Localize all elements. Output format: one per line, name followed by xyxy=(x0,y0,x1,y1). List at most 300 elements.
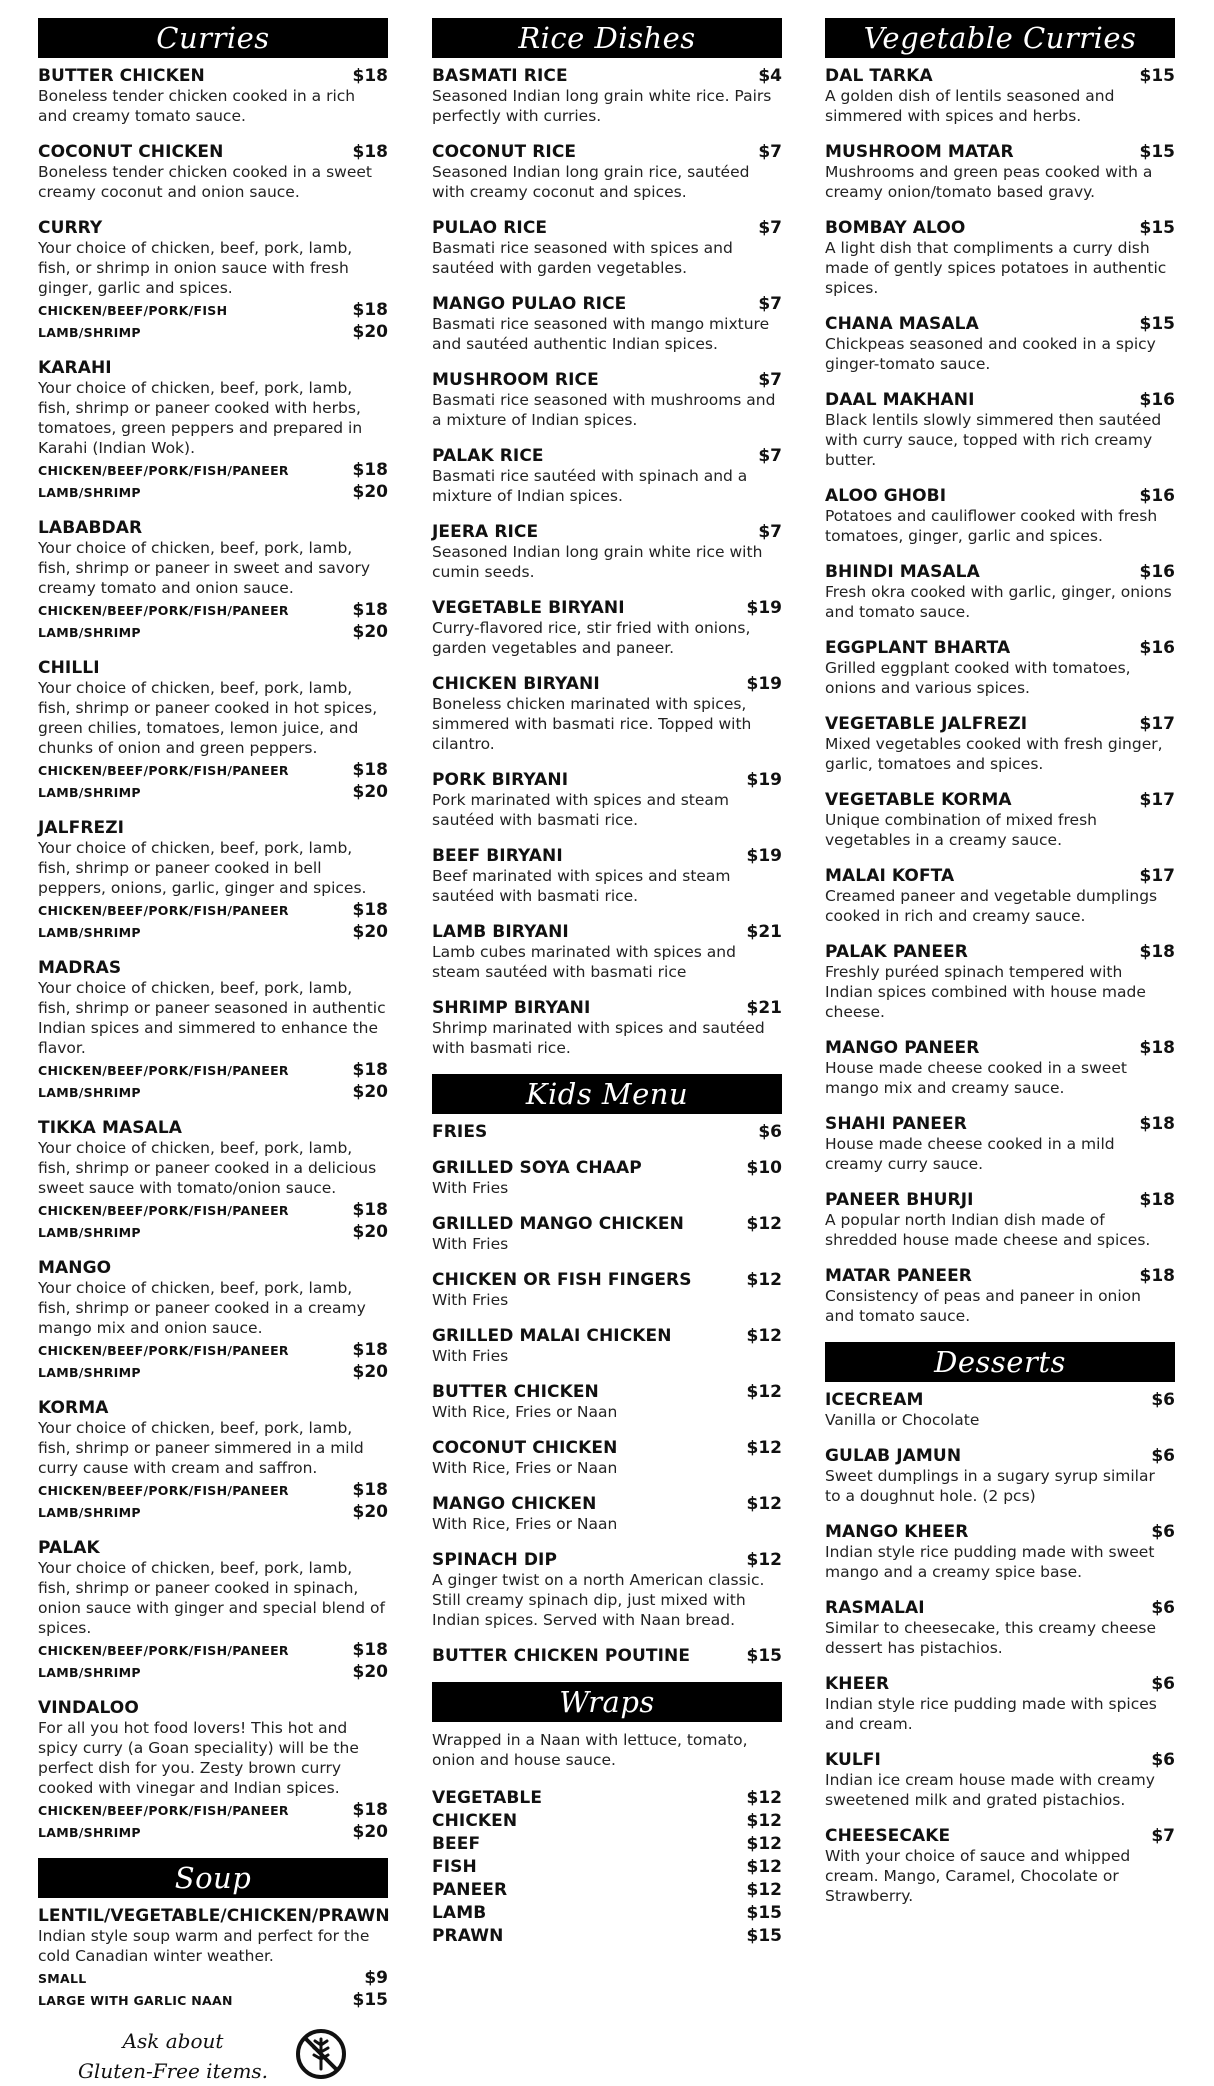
menu-item-header xyxy=(38,1698,388,1718)
menu-item-header xyxy=(432,846,782,866)
menu-item xyxy=(825,1522,1175,1582)
menu-item-header xyxy=(825,790,1175,810)
item-option xyxy=(38,900,388,920)
section-soup xyxy=(38,1858,388,2010)
item-name: PRAWN xyxy=(432,1926,504,1946)
item-name: BHINDI MASALA xyxy=(825,562,980,582)
item-description: Your choice of chicken, beef, pork, lamb, fish, shrimp or paneer in sweet and savory creamy tomato and onion sauce. xyxy=(38,539,371,597)
item-description: Your choice of chicken, beef, pork, lamb, fish, shrimp or paneer seasoned in authentic Indian spices and simmered to enhance the flavor. xyxy=(38,979,386,1057)
menu-item xyxy=(38,1698,388,1842)
item-price: $16 xyxy=(1139,486,1175,506)
menu-item-header xyxy=(432,522,782,542)
menu-item-header xyxy=(432,1270,782,1290)
item-name: BASMATI RICE xyxy=(432,66,568,86)
option-price: $20 xyxy=(352,1222,388,1242)
wrap-item xyxy=(432,1834,782,1854)
item-option xyxy=(38,1480,388,1500)
item-option xyxy=(38,1968,388,1988)
item-description: With Fries xyxy=(432,1347,509,1365)
menu-item xyxy=(432,218,782,278)
option-price: $20 xyxy=(352,1082,388,1102)
item-name: SHRIMP BIRYANI xyxy=(432,998,591,1018)
menu-item-header xyxy=(825,562,1175,582)
option-label: CHICKEN/BEEF/PORK/FISH xyxy=(38,303,228,318)
menu-item-header xyxy=(825,942,1175,962)
item-description: A ginger twist on a north American classic. Still creamy spinach dip, just mixed with Indian spices. Served with Naan bread. xyxy=(432,1571,765,1629)
item-name: VEGETABLE BIRYANI xyxy=(432,598,625,618)
menu-item xyxy=(432,1646,782,1666)
menu-item xyxy=(825,1674,1175,1734)
item-price: $4 xyxy=(758,66,782,86)
menu-item xyxy=(825,1390,1175,1430)
item-price: $16 xyxy=(1139,638,1175,658)
item-price: $19 xyxy=(746,674,782,694)
menu-item-header xyxy=(432,1646,782,1666)
option-price: $20 xyxy=(352,482,388,502)
item-description: Mixed vegetables cooked with fresh ginger, garlic, tomatoes and spices. xyxy=(825,735,1163,773)
wrap-item xyxy=(432,1857,782,1877)
menu-item xyxy=(432,1438,782,1478)
menu-item-header xyxy=(38,358,388,378)
item-description: Creamed paneer and vegetable dumplings cooked in rich and creamy sauce. xyxy=(825,887,1158,925)
section-curries xyxy=(38,18,388,1842)
item-price: $18 xyxy=(352,142,388,162)
item-name: MANGO KHEER xyxy=(825,1522,969,1542)
option-label: LAMB/SHRIMP xyxy=(38,1225,141,1240)
item-price: $19 xyxy=(746,770,782,790)
item-option xyxy=(38,322,388,342)
item-name: FRIES xyxy=(432,1122,488,1142)
option-price: $18 xyxy=(352,1480,388,1500)
item-name: CHICKEN BIRYANI xyxy=(432,674,600,694)
item-description: Indian ice cream house made with creamy sweetened milk and grated pistachios. xyxy=(825,1771,1155,1809)
menu-item xyxy=(825,714,1175,774)
option-label: LAMB/SHRIMP xyxy=(38,1365,141,1380)
menu-item xyxy=(825,486,1175,546)
option-label: SMALL xyxy=(38,1971,87,1986)
item-description: Seasoned Indian long grain rice, sautéed with creamy coconut and spices. xyxy=(432,163,750,201)
item-name: GRILLED MANGO CHICKEN xyxy=(432,1214,684,1234)
item-description: Chickpeas seasoned and cooked in a spicy ginger-tomato sauce. xyxy=(825,335,1156,373)
menu-item xyxy=(825,1190,1175,1250)
option-price: $18 xyxy=(352,900,388,920)
item-name: MADRAS xyxy=(38,958,122,978)
item-description: For all you hot food lovers! This hot and spicy curry (a Goan speciality) will be the perfect dish for you. Zesty brown curry cooked with vinegar and Indian spices. xyxy=(38,1719,359,1797)
item-name: VEGETABLE KORMA xyxy=(825,790,1012,810)
item-name: KHEER xyxy=(825,1674,890,1694)
option-price: $20 xyxy=(352,1362,388,1382)
item-name: BUTTER CHICKEN xyxy=(38,66,205,86)
item-price: $6 xyxy=(1151,1446,1175,1466)
section-items xyxy=(432,1122,782,1666)
item-name: PALAK PANEER xyxy=(825,942,968,962)
option-price: $18 xyxy=(352,600,388,620)
item-description: With Rice, Fries or Naan xyxy=(432,1459,618,1477)
item-price: $12 xyxy=(746,1382,782,1402)
menu-item xyxy=(432,522,782,582)
menu-item-header xyxy=(432,922,782,942)
menu-item xyxy=(825,942,1175,1022)
section-items xyxy=(432,1730,782,1946)
menu-item-header xyxy=(825,1038,1175,1058)
item-description: Sweet dumplings in a sugary syrup similar to a doughnut hole. (2 pcs) xyxy=(825,1467,1155,1505)
option-price: $18 xyxy=(352,1060,388,1080)
menu-item xyxy=(825,66,1175,126)
menu-item-header xyxy=(38,66,388,86)
item-description: Seasoned Indian long grain white rice. Pairs perfectly with curries. xyxy=(432,87,772,125)
section-header-desserts: Desserts xyxy=(825,1342,1175,1382)
menu-item xyxy=(38,518,388,642)
item-description: Similar to cheesecake, this creamy cheese dessert has pistachios. xyxy=(825,1619,1157,1657)
item-description: House made cheese cooked in a sweet mango mix and creamy sauce. xyxy=(825,1059,1127,1097)
item-description: Vanilla or Chocolate xyxy=(825,1411,980,1429)
item-description: Your choice of chicken, beef, pork, lamb, fish, or shrimp in onion sauce with fresh ginger, garlic and spices. xyxy=(38,239,353,297)
section-wraps xyxy=(432,1682,782,1946)
menu-item xyxy=(432,1382,782,1422)
item-option xyxy=(38,1662,388,1682)
item-option xyxy=(38,922,388,942)
option-label: LAMB/SHRIMP xyxy=(38,785,141,800)
item-option xyxy=(38,1502,388,1522)
item-description: Your choice of chicken, beef, pork, lamb, fish, shrimp or paneer simmered in a mild curry cause with cream and saffron. xyxy=(38,1419,364,1477)
item-name: SHAHI PANEER xyxy=(825,1114,967,1134)
menu-item-header xyxy=(38,1118,388,1138)
menu-item xyxy=(432,1494,782,1534)
wrap-item xyxy=(432,1880,782,1900)
item-name: LABABDAR xyxy=(38,518,143,538)
item-description: Your choice of chicken, beef, pork, lamb, fish, shrimp or paneer cooked in spinach, onion sauce with ginger and special blend of spices. xyxy=(38,1559,385,1637)
menu-item-header xyxy=(432,1382,782,1402)
item-name: DAL TARKA xyxy=(825,66,933,86)
item-description: Freshly puréed spinach tempered with Indian spices combined with house made cheese. xyxy=(825,963,1146,1021)
menu-item-header xyxy=(38,218,388,238)
item-price: $17 xyxy=(1139,866,1175,886)
item-option xyxy=(38,482,388,502)
item-name: CHICKEN xyxy=(432,1811,518,1831)
menu-item-header xyxy=(38,1398,388,1418)
menu-item-header xyxy=(38,1906,388,1926)
item-description: Boneless tender chicken cooked in a sweet creamy coconut and onion sauce. xyxy=(38,163,372,201)
option-label: LAMB/SHRIMP xyxy=(38,925,141,940)
section-items xyxy=(825,66,1175,1326)
item-price: $16 xyxy=(1139,562,1175,582)
item-price: $18 xyxy=(1139,1114,1175,1134)
menu-item-header xyxy=(432,998,782,1018)
item-price: $15 xyxy=(746,1926,782,1946)
item-price: $19 xyxy=(746,598,782,618)
item-name: BOMBAY ALOO xyxy=(825,218,966,238)
section-header-kids-menu: Kids Menu xyxy=(432,1074,782,1114)
item-price: $15 xyxy=(1139,66,1175,86)
item-option xyxy=(38,1640,388,1660)
section-items xyxy=(825,1390,1175,1906)
menu-item xyxy=(825,1038,1175,1098)
menu-item xyxy=(432,674,782,754)
item-name: CHILLI xyxy=(38,658,100,678)
item-option xyxy=(38,1340,388,1360)
item-description: Basmati rice seasoned with spices and sautéed with garden vegetables. xyxy=(432,239,733,277)
menu-item-header xyxy=(825,866,1175,886)
menu-item-header xyxy=(432,1122,782,1142)
option-label: CHICKEN/BEEF/PORK/FISH/PANEER xyxy=(38,603,289,618)
menu-item xyxy=(825,866,1175,926)
item-name: MUSHROOM RICE xyxy=(432,370,599,390)
item-name: CHEESECAKE xyxy=(825,1826,951,1846)
item-name: CHICKEN OR FISH FINGERS xyxy=(432,1270,692,1290)
item-description: Mushrooms and green peas cooked with a creamy onion/tomato based gravy. xyxy=(825,163,1153,201)
item-description: Your choice of chicken, beef, pork, lamb, fish, shrimp or paneer cooked in a creamy mango mix and onion sauce. xyxy=(38,1279,366,1337)
item-option xyxy=(38,760,388,780)
item-option xyxy=(38,1800,388,1820)
menu-item xyxy=(432,922,782,982)
item-name: PALAK xyxy=(38,1538,100,1558)
menu-item xyxy=(432,446,782,506)
section-kids-menu xyxy=(432,1074,782,1666)
item-price: $17 xyxy=(1139,714,1175,734)
item-name: VINDALOO xyxy=(38,1698,139,1718)
item-price: $7 xyxy=(758,446,782,466)
option-price: $15 xyxy=(352,1990,388,2010)
menu-item xyxy=(825,1446,1175,1506)
item-name: SPINACH DIP xyxy=(432,1550,558,1570)
item-price: $7 xyxy=(758,294,782,314)
menu-item xyxy=(432,598,782,658)
item-name: PALAK RICE xyxy=(432,446,544,466)
item-price: $18 xyxy=(1139,1190,1175,1210)
item-name: CHANA MASALA xyxy=(825,314,979,334)
menu-item-header xyxy=(38,658,388,678)
no-wheat-icon xyxy=(294,2027,348,2085)
item-description: Unique combination of mixed fresh vegetables in a creamy sauce. xyxy=(825,811,1097,849)
item-description: Fresh okra cooked with garlic, ginger, onions and tomato sauce. xyxy=(825,583,1172,621)
item-name: PANEER xyxy=(432,1880,508,1900)
section-items xyxy=(38,66,388,1842)
menu-item xyxy=(825,314,1175,374)
option-label: LAMB/SHRIMP xyxy=(38,485,141,500)
item-description: Basmati rice seasoned with mushrooms and a mixture of Indian spices. xyxy=(432,391,776,429)
menu-item xyxy=(432,1122,782,1142)
item-description: Pork marinated with spices and steam sautéed with basmati rice. xyxy=(432,791,729,829)
item-price: $10 xyxy=(746,1158,782,1178)
section-header-soup: Soup xyxy=(38,1858,388,1898)
option-price: $20 xyxy=(352,1822,388,1842)
menu-item-header xyxy=(432,1214,782,1234)
menu-item xyxy=(432,1550,782,1630)
menu-item xyxy=(825,390,1175,470)
item-option xyxy=(38,622,388,642)
item-description: With Rice, Fries or Naan xyxy=(432,1515,618,1533)
item-option xyxy=(38,600,388,620)
option-price: $18 xyxy=(352,760,388,780)
item-name: ICECREAM xyxy=(825,1390,924,1410)
item-name: KULFI xyxy=(825,1750,881,1770)
menu-item xyxy=(38,818,388,942)
option-price: $18 xyxy=(352,460,388,480)
section-header-vegetable-curries: Vegetable Curries xyxy=(825,18,1175,58)
item-price: $12 xyxy=(746,1214,782,1234)
item-name: BUTTER CHICKEN POUTINE xyxy=(432,1646,691,1666)
menu-column-1 xyxy=(38,18,388,2086)
menu-item xyxy=(432,370,782,430)
menu-item xyxy=(38,218,388,342)
item-name: MUSHROOM MATAR xyxy=(825,142,1014,162)
item-option xyxy=(38,1362,388,1382)
menu-item-header xyxy=(825,1390,1175,1410)
menu-item xyxy=(38,358,388,502)
menu-item xyxy=(38,1538,388,1682)
item-name: GRILLED SOYA CHAAP xyxy=(432,1158,642,1178)
option-price: $20 xyxy=(352,782,388,802)
section-items xyxy=(432,66,782,1058)
item-price: $12 xyxy=(746,1880,782,1900)
menu-item xyxy=(38,1258,388,1382)
item-name: TIKKA MASALA xyxy=(38,1118,183,1138)
item-description: Grilled eggplant cooked with tomatoes, onions and various spices. xyxy=(825,659,1131,697)
menu-item-header xyxy=(825,1750,1175,1770)
menu-item xyxy=(825,218,1175,298)
menu-item xyxy=(38,66,388,126)
menu-item-header xyxy=(825,714,1175,734)
menu-item-header xyxy=(825,486,1175,506)
item-price: $19 xyxy=(746,846,782,866)
menu-item xyxy=(432,294,782,354)
item-price: $16 xyxy=(1139,390,1175,410)
item-option xyxy=(38,1822,388,1842)
item-price: $15 xyxy=(1139,314,1175,334)
menu-item-header xyxy=(432,1326,782,1346)
item-name: MANGO PANEER xyxy=(825,1038,980,1058)
menu-item xyxy=(432,1214,782,1254)
menu-item-header xyxy=(825,1190,1175,1210)
item-name: LENTIL/VEGETABLE/CHICKEN/PRAWN xyxy=(38,1906,390,1926)
menu-item-header xyxy=(825,1266,1175,1286)
menu-item xyxy=(38,1906,388,2010)
item-description: Beef marinated with spices and steam sautéed with basmati rice. xyxy=(432,867,731,905)
item-description: With Fries xyxy=(432,1235,509,1253)
section-intro: Wrapped in a Naan with lettuce, tomato, onion and house sauce. xyxy=(432,1731,748,1769)
menu-item xyxy=(432,846,782,906)
gluten-free-note xyxy=(38,2026,388,2086)
item-price: $12 xyxy=(746,1788,782,1808)
menu-item xyxy=(825,638,1175,698)
item-option xyxy=(38,1082,388,1102)
option-price: $20 xyxy=(352,1662,388,1682)
menu-item-header xyxy=(38,1258,388,1278)
item-price: $21 xyxy=(746,922,782,942)
item-price: $15 xyxy=(1139,218,1175,238)
menu-item-header xyxy=(38,518,388,538)
section-rice-dishes xyxy=(432,18,782,1058)
menu-item-header xyxy=(432,1494,782,1514)
option-price: $18 xyxy=(352,1200,388,1220)
item-description: With Fries xyxy=(432,1179,509,1197)
item-name: COCONUT CHICKEN xyxy=(38,142,224,162)
item-price: $7 xyxy=(758,218,782,238)
item-price: $6 xyxy=(1151,1598,1175,1618)
menu-item xyxy=(825,1750,1175,1810)
menu-item xyxy=(38,658,388,802)
menu-item-header xyxy=(38,818,388,838)
item-price: $12 xyxy=(746,1270,782,1290)
item-description: Indian style soup warm and perfect for the cold Canadian winter weather. xyxy=(38,1927,370,1965)
section-header-rice-dishes: Rice Dishes xyxy=(432,18,782,58)
option-label: LAMB/SHRIMP xyxy=(38,1665,141,1680)
item-name: LAMB BIRYANI xyxy=(432,922,569,942)
item-price: $6 xyxy=(1151,1522,1175,1542)
section-desserts xyxy=(825,1342,1175,1906)
item-name: ALOO GHOBI xyxy=(825,486,947,506)
item-description: A light dish that compliments a curry dish made of gently spices potatoes in authentic spices. xyxy=(825,239,1167,297)
menu-item-header xyxy=(825,638,1175,658)
menu-item-header xyxy=(825,1598,1175,1618)
menu-item-header xyxy=(825,314,1175,334)
item-name: JEERA RICE xyxy=(432,522,539,542)
item-description: Basmati rice seasoned with mango mixture and sautéed authentic Indian spices. xyxy=(432,315,770,353)
item-price: $15 xyxy=(1139,142,1175,162)
item-price: $15 xyxy=(746,1903,782,1923)
item-price: $12 xyxy=(746,1550,782,1570)
item-price: $6 xyxy=(1151,1750,1175,1770)
menu-item xyxy=(825,1826,1175,1906)
item-name: PULAO RICE xyxy=(432,218,548,238)
menu-item xyxy=(432,998,782,1058)
menu-item-header xyxy=(38,142,388,162)
option-label: LAMB/SHRIMP xyxy=(38,1085,141,1100)
option-label: CHICKEN/BEEF/PORK/FISH/PANEER xyxy=(38,1203,289,1218)
wrap-item xyxy=(432,1788,782,1808)
item-description: Curry-flavored rice, stir fried with onions, garden vegetables and paneer. xyxy=(432,619,751,657)
item-price: $6 xyxy=(1151,1390,1175,1410)
item-option xyxy=(38,460,388,480)
item-name: GULAB JAMUN xyxy=(825,1446,962,1466)
item-description: Basmati rice sautéed with spinach and a mixture of Indian spices. xyxy=(432,467,748,505)
menu-item xyxy=(825,562,1175,622)
menu-item xyxy=(432,1158,782,1198)
menu-item-header xyxy=(825,390,1175,410)
item-option xyxy=(38,782,388,802)
item-description: House made cheese cooked in a mild creamy curry sauce. xyxy=(825,1135,1115,1173)
menu-item-header xyxy=(432,1158,782,1178)
option-price: $20 xyxy=(352,922,388,942)
item-name: MANGO xyxy=(38,1258,112,1278)
item-name: EGGPLANT BHARTA xyxy=(825,638,1011,658)
item-price: $7 xyxy=(758,522,782,542)
item-option xyxy=(38,1200,388,1220)
item-name: MALAI KOFTA xyxy=(825,866,955,886)
option-label: CHICKEN/BEEF/PORK/FISH/PANEER xyxy=(38,763,289,778)
item-name: COCONUT CHICKEN xyxy=(432,1438,618,1458)
option-label: LAMB/SHRIMP xyxy=(38,625,141,640)
menu-item-header xyxy=(432,598,782,618)
wrap-item xyxy=(432,1811,782,1831)
item-option xyxy=(38,1222,388,1242)
item-description: Your choice of chicken, beef, pork, lamb, fish, shrimp or paneer cooked with herbs, tomatoes, green peppers and prepared in Karahi (Indian Wok). xyxy=(38,379,363,457)
option-price: $18 xyxy=(352,1800,388,1820)
item-description: With Fries xyxy=(432,1291,509,1309)
section-header-wraps: Wraps xyxy=(432,1682,782,1722)
item-price: $12 xyxy=(746,1834,782,1854)
item-description: Black lentils slowly simmered then sautéed with curry sauce, topped with rich creamy butter. xyxy=(825,411,1162,469)
menu-item xyxy=(825,1598,1175,1658)
menu-item-header xyxy=(432,294,782,314)
item-price: $12 xyxy=(746,1857,782,1877)
item-description: A popular north Indian dish made of shredded house made cheese and spices. xyxy=(825,1211,1151,1249)
option-label: CHICKEN/BEEF/PORK/FISH/PANEER xyxy=(38,903,289,918)
item-description: With Rice, Fries or Naan xyxy=(432,1403,618,1421)
item-price: $18 xyxy=(352,66,388,86)
menu-item xyxy=(432,770,782,830)
wrap-item xyxy=(432,1903,782,1923)
